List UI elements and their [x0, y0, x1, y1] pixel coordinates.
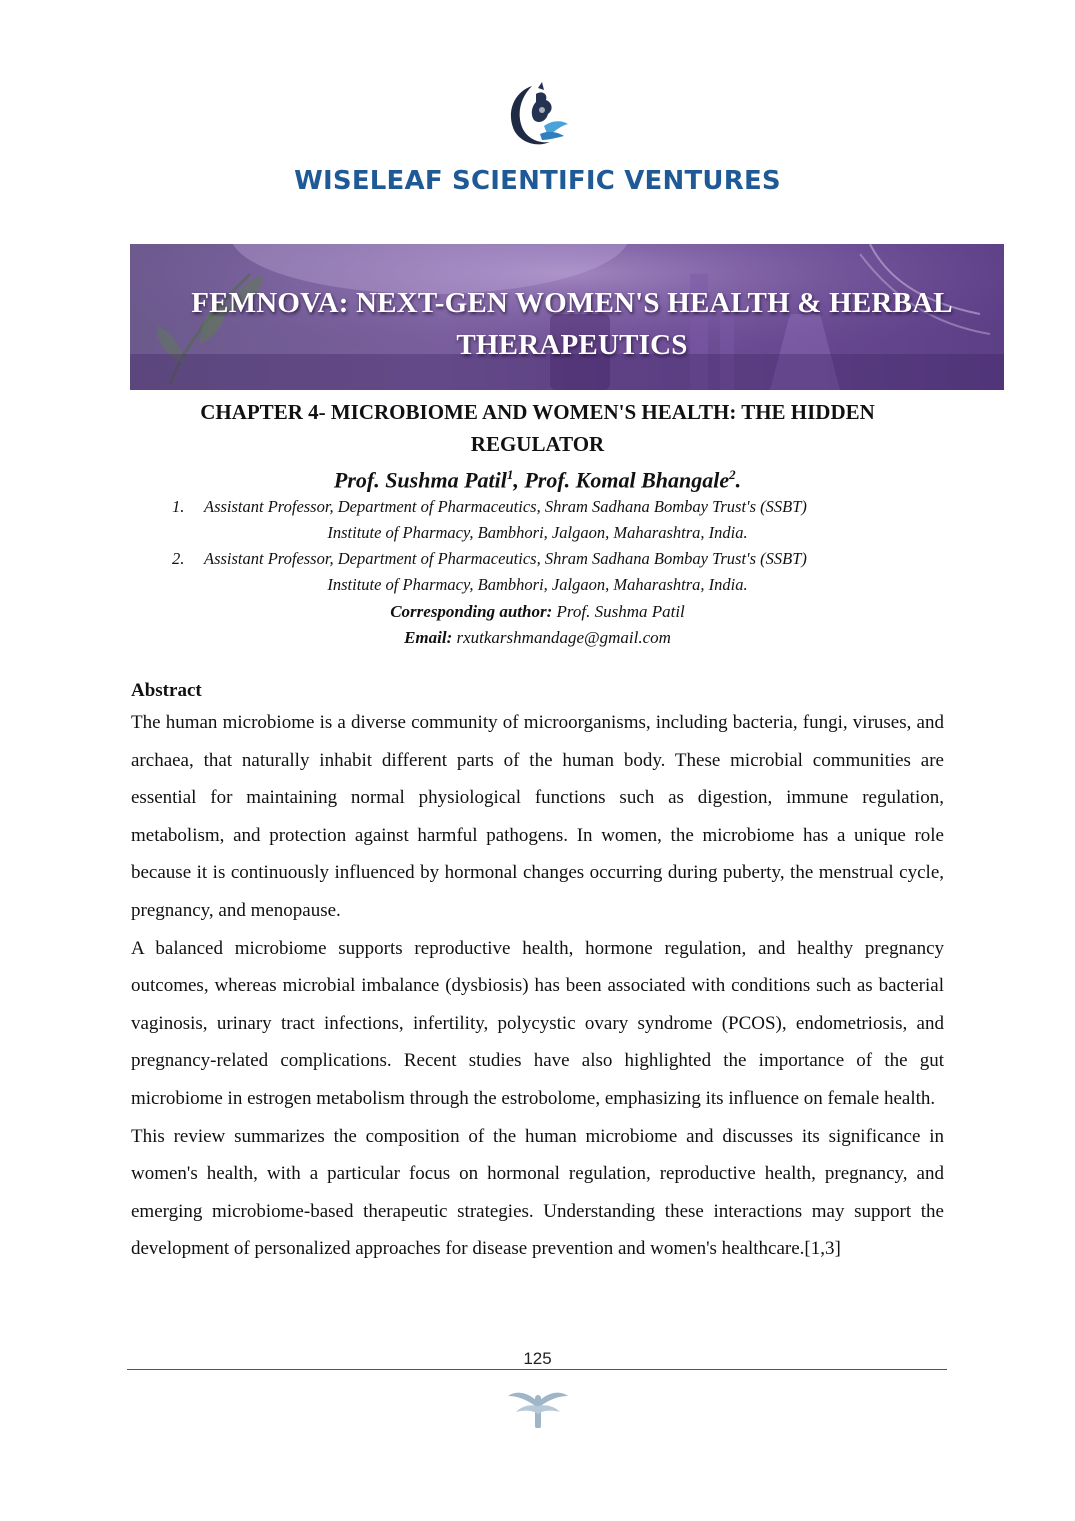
affiliation-line-2: Institute of Pharmacy, Bambhori, Jalgaon, Maharashtra, India.	[327, 575, 748, 594]
affiliation-line-1: Assistant Professor, Department of Pharmaceutics, Shram Sadhana Bombay Trust's (SSBT)	[204, 497, 807, 516]
email-address[interactable]: rxutkarshmandage@gmail.com	[452, 628, 671, 647]
abstract-paragraph: The human microbiome is a diverse community of microorganisms, including bacteria, fungi, viruses, and archaea, that naturally inhabit different parts of the human body. These microbial communities are essential for maintaining normal physiological functions such as digestion, immune regulation, metabolism, and protection against harmful pathogens. In women, the microbiome has a unique role because it is continuously influenced by hormonal changes occurring during puberty, the menstrual cycle, pregnancy, and menopause.	[131, 712, 944, 921]
author-separator: ,	[513, 467, 525, 493]
author-list	[0, 459, 1075, 496]
affiliation-number: 2.	[172, 549, 185, 568]
author-separator: .	[735, 467, 742, 493]
book-title-line-1: FEMNOVA: NEXT-GEN WOMEN'S HEALTH & HERBAL	[191, 287, 953, 319]
chapter-title-line-2: REGULATOR	[470, 432, 605, 456]
author-superscript: 1	[506, 467, 514, 482]
affiliation-number: 1.	[172, 497, 185, 516]
affiliation-line-1: Assistant Professor, Department of Pharmaceutics, Shram Sadhana Bombay Trust's (SSBT)	[204, 549, 807, 568]
abstract-heading: Abstract	[131, 680, 202, 701]
author-superscript: 2	[729, 467, 736, 482]
chapter-title	[120, 396, 955, 460]
footer-leaf-icon	[506, 1384, 570, 1428]
author-name: Prof. Komal Bhangale	[524, 467, 730, 493]
corresponding-author	[0, 599, 1075, 625]
email-line	[0, 625, 1075, 651]
email-label: Email:	[404, 628, 453, 647]
author-name: Prof. Sushma Patil	[333, 467, 507, 493]
page-number: 125	[523, 1349, 552, 1368]
corresponding-author-value: Prof. Sushma Patil	[552, 602, 685, 621]
footer-divider	[127, 1369, 947, 1370]
corresponding-author-label: Corresponding author:	[390, 602, 553, 621]
book-title	[140, 282, 1004, 366]
abstract-body	[131, 704, 944, 1268]
chapter-title-line-1: CHAPTER 4- MICROBIOME AND WOMEN'S HEALTH: THE HIDDEN	[200, 400, 875, 424]
abstract-paragraph: A balanced microbiome supports reproductive health, hormone regulation, and healthy pregnancy outcomes, whereas microbial imbalance (dysbiosis) has been associated with conditions such as bacterial vaginosis, urinary tract infections, infertility, polycystic ovary syndrome (PCOS), endometriosis, and pregnancy-related complications. Recent studies have also highlighted the importance of the gut microbiome in estrogen metabolism through the estrobolome, emphasizing its influence on female health.	[131, 937, 944, 1109]
book-title-banner	[130, 244, 1004, 390]
publisher-logo	[502, 80, 574, 152]
book-title-line-2: THERAPEUTICS	[456, 329, 688, 361]
affiliation-line-2: Institute of Pharmacy, Bambhori, Jalgaon, Maharashtra, India.	[327, 523, 748, 542]
abstract-paragraph: This review summarizes the composition of the human microbiome and discusses its significance in women's health, with a particular focus on hormonal regulation, reproductive health, pregnancy, and emerging microbiome-based therapeutic strategies. Understanding these interactions may support the development of personalized approaches for disease prevention and women's healthcare.[1,3]	[131, 1125, 944, 1260]
publisher-name: WISELEAF SCIENTIFIC VENTURES	[294, 166, 781, 196]
